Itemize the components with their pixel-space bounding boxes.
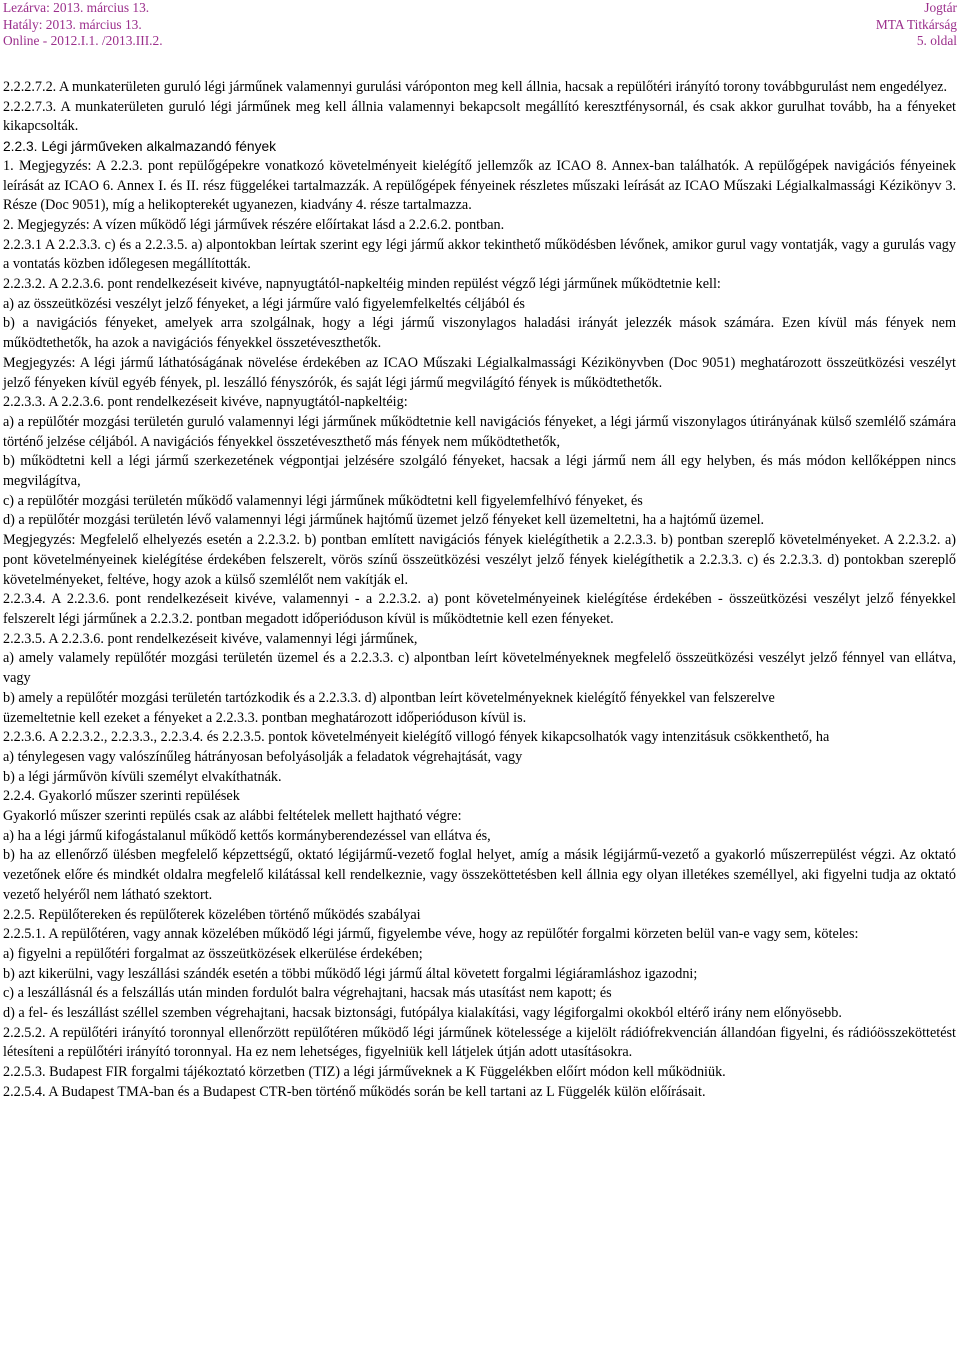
paragraph: b) a navigációs fényeket, amelyek arra szolgálnak, hogy a légi jármű viszonylagos haladási irányát jelezzék mások számára. Ezen kívül más fények nem működtethetők, ha azok a navigációs fényekkel összetéveszthetők.: [3, 315, 956, 352]
paragraph: 2.2.3.3. A 2.2.3.6. pont rendelkezéseit kivéve, napnyugtától-napkeltéig:: [3, 394, 408, 411]
paragraph: Gyakorló műszer szerinti repülés csak az alábbi feltételek mellett hajtható végre:: [3, 808, 462, 825]
document-body: [3, 78, 956, 1103]
header-right: [876, 0, 957, 50]
paragraph: 1. Megjegyzés: A 2.2.3. pont repülőgépekre vonatkozó követelményeit kielégítő jellemzők az ICAO 8. Annex-ban találhatók. A repülőgépek navigációs fényeinek leírását az ICAO 6. Annex I. és II. rész függelékei tartalmazzák. A repülőgépek fényeinek részletes műszaki leírását az ICAO Műszaki Légialkalmassági Kézikönyv 3. Része (Doc 9051), míg a helikopterekét ugyanezen, kiadvány 4. része tartalmazza.: [3, 157, 956, 214]
paragraph: 2.2.5.1. A repülőtéren, vagy annak közelében működő légi jármű, figyelembe véve, hogy az repülőtér forgalmi körzeten belül van-e vagy sem, köteles:: [3, 926, 859, 943]
header-left: [3, 0, 163, 50]
paragraph: 2.2.3.1 A 2.2.3.3. c) és a 2.2.3.5. a) alpontokban leírtak szerint egy légi jármű akkor tekinthető működésben lévőnek, amikor gurul vagy vontatják, vagy a gurulás vagy a vontatás közben időlegesen megállították.: [3, 236, 956, 273]
paragraph: 2.2.5. Repülőtereken és repülőterek közelében történő működés szabályai: [3, 906, 421, 923]
paragraph: 2.2.3.6. A 2.2.3.2., 2.2.3.3., 2.2.3.4. és 2.2.3.5. pontok követelményeit kielégítő villogó fények kikapcsolhatók vagy intenzitásuk csökkenthető, ha: [3, 729, 830, 746]
header-hataly: Hatály: 2013. március 13.: [3, 16, 142, 32]
paragraph: b) amely a repülőtér mozgási területén tartózkodik és a 2.2.3.3. d) alpontban leírt követelményeknek kielégítő fényekkel van felszerelve: [3, 689, 775, 706]
paragraph: b) azt kikerülni, vagy leszállási szándék esetén a többi működő légi jármű által követett forgalmi légiáramláshoz igazodni;: [3, 965, 698, 982]
paragraph: a) az összeütközési veszélyt jelző fényeket, a légi járműre való figyelemfelkeltés céljából és: [3, 295, 525, 312]
section-heading: 2.2.3. Légi járműveken alkalmazandó fények: [3, 139, 277, 155]
paragraph: a) ténylegesen vagy valószínűleg hátrányosan befolyásolják a feladatok végrehajtását, vagy: [3, 748, 523, 765]
header-page-number: 5. oldal: [916, 33, 957, 48]
paragraph: 2.2.2.7.3. A munkaterületen guruló légi járműnek meg kell állnia valamennyi bekapcsolt megállító keresztfénysornál, és csak akkor gurulhat tovább, ha a fényeket kikapcsolták.: [3, 98, 956, 135]
paragraph: a) figyelni a repülőtéri forgalmat az összeütközések elkerülése érdekében;: [3, 945, 423, 962]
page-header: [0, 0, 960, 60]
paragraph: Megjegyzés: A légi jármű láthatóságának növelése érdekében az ICAO Műszaki Légialkalmassági Kézikönyvben (Doc 9051) meghatározott összeütközési veszélyt jelző fényeken kívül egyéb fények, pl. leszálló fényszórók, és saját légi jármű megvilágító fények is működtethetők.: [3, 354, 956, 391]
header-online: Online - 2012.I.1. /2013.III.2.: [3, 33, 163, 48]
header-lezarva: Lezárva: 2013. március 13.: [3, 0, 150, 15]
paragraph: b) ha az ellenőrző ülésben megfelelő képzettségű, oktató légijármű-vezető foglal helyet, amíg a másik légijármű-vezető a gyakorló műszerrepülést végzi. Az oktató vezetőnek előre és mindkét oldalra megfelelő kilátással kell rendelkeznie, vagy összeköttetésben kell állnia egy olyan illetékes személlyel, aki figyelni tudja az oktató vezető helyéről nem látható szektort.: [3, 847, 956, 903]
paragraph: üzemeltetnie kell ezeket a fényeket a 2.2.3.3. pontban meghatározott időperióduson kívül is.: [3, 709, 527, 726]
paragraph: Megjegyzés: Megfelelő elhelyezés esetén a 2.2.3.2. b) pontban említett navigációs fények kielégíthetik a 2.2.3.3. b) pontban szereplő követelményeket. A 2.2.3.2. a) pont követelményeinek kielégítése érdekében felszerelt, vörös színű összeütközési veszélyt jelző fények kielégíthetik a 2.2.3.3. c) és 2.2.3.3. d) pontokban szereplő követelményeket, feltéve, hogy azok a külső szemlélőt nem vakítják el.: [3, 532, 956, 588]
paragraph: a) ha a légi jármű kifogástalanul működő kettős kormányberendezéssel van ellátva és,: [3, 827, 491, 844]
paragraph: 2.2.5.3. Budapest FIR forgalmi tájékoztató körzetben (TIZ) a légi járműveknek a K Függelékben előírt módon kell működniük.: [3, 1064, 726, 1081]
paragraph: 2. Megjegyzés: A vízen működő légi járművek részére előírtakat lásd a 2.2.6.2. pontban.: [3, 216, 505, 233]
paragraph: a) amely valamely repülőtér mozgási területén üzemel és a 2.2.3.3. c) alpontban leírt követelményeknek megfelelő összeütközési veszélyt jelző fénnyel van ellátva, vagy: [3, 650, 956, 687]
paragraph: c) a repülőtér mozgási területén működő valamennyi légi járműnek működtetni kell figyelemfelhívó fényeket, és: [3, 492, 643, 509]
paragraph: b) a légi járművön kívüli személyt elvakíthatnák.: [3, 768, 282, 785]
paragraph: 2.2.5.4. A Budapest TMA-ban és a Budapest CTR-ben történő működés során be kell tartani az L Függelék külön előírásait.: [3, 1083, 706, 1100]
paragraph: b) működtetni kell a légi jármű szerkezetének végpontjai jelzésére szolgáló fényeket, hacsak a légi jármű nem áll egy helyben, és más módon kellőképpen nincs megvilágítva,: [3, 453, 956, 490]
header-mta: MTA Titkárság: [875, 16, 957, 32]
paragraph: 2.2.3.2. A 2.2.3.6. pont rendelkezéseit kivéve, napnyugtától-napkeltéig minden repülést végző légi járműnek működtetnie kell:: [3, 276, 721, 293]
paragraph: c) a leszállásnál és a felszállás után minden fordulót balra végrehajtani, hacsak más utasítást nem kapott; és: [3, 985, 612, 1002]
paragraph: 2.2.5.2. A repülőtéri irányító toronnyal ellenőrzött repülőtéren működő légi járműnek kötelessége a kijelölt rádiófrekvencián állandóan figyelni, és rádióösszeköttetést létesíteni a repülőtéri irányító toronnyal. Ha ez nem lehetséges, figyelniük kell látjelek útján adott utasításokra.: [3, 1024, 956, 1061]
paragraph: 2.2.3.5. A 2.2.3.6. pont rendelkezéseit kivéve, valamennyi légi járműnek,: [3, 630, 418, 647]
header-jogtar: Jogtár: [924, 0, 957, 15]
paragraph: d) a fel- és leszállást széllel szemben végrehajtani, hacsak biztonsági, futópálya kialakítási, vagy légiforgalmi okokból eltérő irány nem előnyösebb.: [3, 1005, 842, 1022]
paragraph: a) a repülőtér mozgási területén guruló valamennyi légi járműnek működtetnie kell navigációs fényeket, a légi jármű viszonylagos útirányának külső szemlélő számára történő jelzése céljából. A navigációs fényekkel összetéveszthető más fények nem működtethetők,: [3, 413, 956, 450]
paragraph: 2.2.2.7.2. A munkaterületen guruló légi járműnek valamennyi gurulási váróponton meg kell állnia, hacsak a repülőtéri irányító torony továbbgurulást nem engedélyez.: [3, 79, 947, 95]
paragraph: 2.2.3.4. A 2.2.3.6. pont rendelkezéseit kivéve, valamennyi - a 2.2.3.2. a) pont követelményeinek kielégítése érdekében - összeütközési veszélyt jelző fényekkel felszerelt légi járműnek a 2.2.3.2. pontban megadott időperióduson kívül is működtetnie kell ezen fényeket.: [3, 591, 956, 627]
paragraph: d) a repülőtér mozgási területén lévő valamennyi légi járműnek hajtómű üzemet jelző fényeket kell üzemeltetni, ha a hajtómű üzemel.: [3, 512, 765, 529]
paragraph: 2.2.4. Gyakorló műszer szerinti repülések: [3, 788, 240, 805]
